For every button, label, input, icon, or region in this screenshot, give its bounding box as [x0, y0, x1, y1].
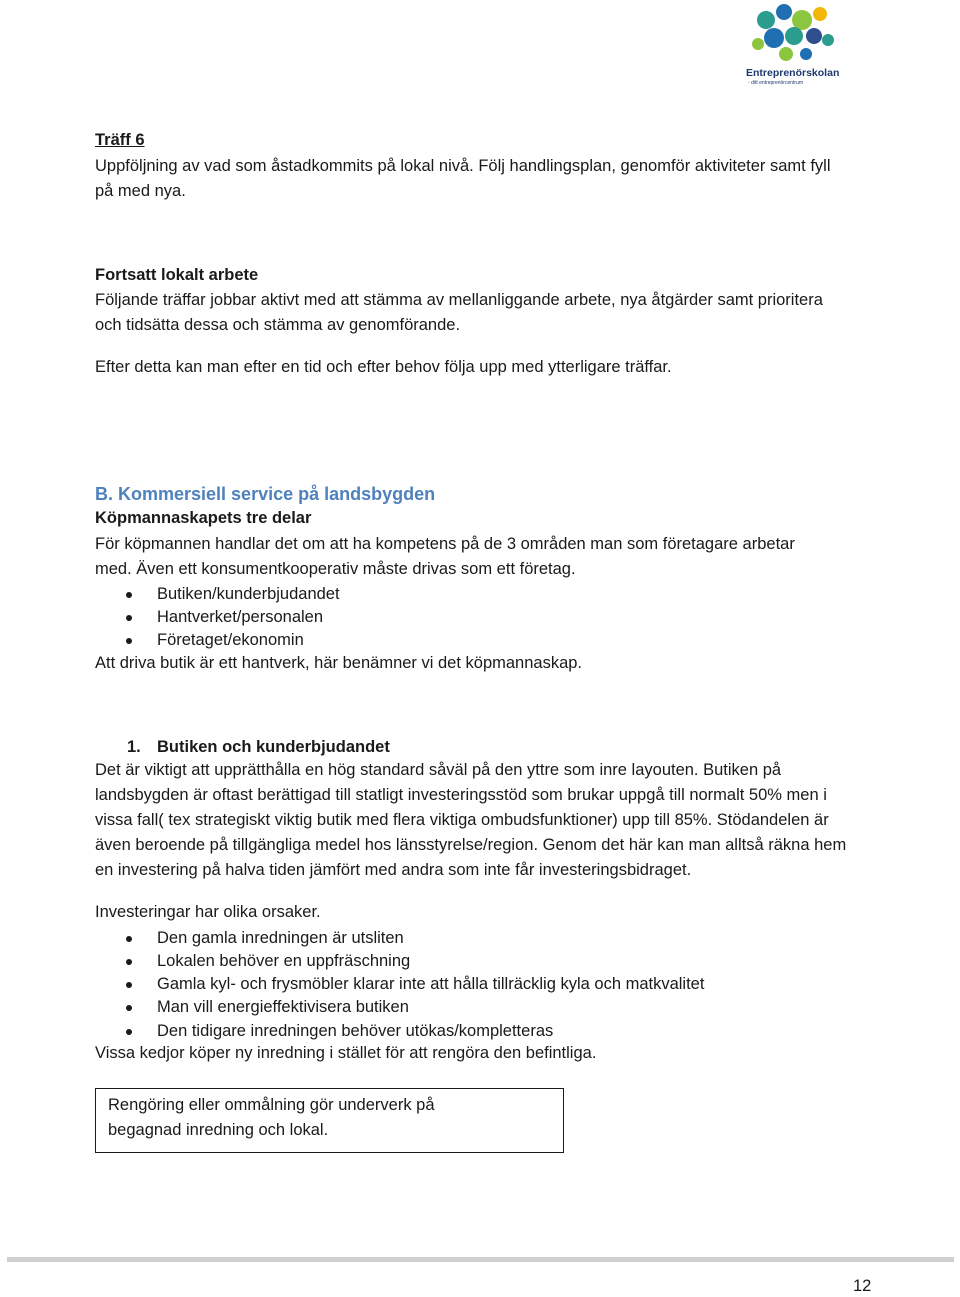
section-1-line-1: Det är viktigt att upprätthålla en hög standard såväl på den yttre som inre layouten. Butiken på [95, 761, 782, 779]
section-1-line-5: en investering på halva tiden jämfört med andra som inte får investeringsbidraget. [95, 861, 692, 879]
logo-tagline: - ditt entreprenörcentrum [748, 80, 804, 86]
section-b-line-1: För köpmannen handlar det om att ha kompetens på de 3 områden man som företagare arbetar [95, 535, 795, 553]
section-1-heading: Butiken och kunderbjudandet [157, 738, 390, 756]
list-item: Den gamla inredningen är utsliten [157, 929, 404, 947]
logo-name: Entreprenörskolan [746, 67, 840, 79]
bullet-icon [126, 592, 132, 598]
list-item: Lokalen behöver en uppfräschning [157, 952, 411, 970]
fortsatt-line-2: och tidsätta dessa och stämma av genomförande. [95, 316, 461, 334]
section-1-line-4: även beroende på tillgängliga medel hos länsstyrelse/region. Genom det här kan man alltså räkna hem [95, 836, 847, 854]
section-1-intro: Investeringar har olika orsaker. [95, 903, 321, 921]
list-item: Butiken/kunderbjudandet [157, 585, 340, 603]
bullet-icon [126, 936, 132, 942]
bullet-icon [126, 982, 132, 988]
fortsatt-heading: Fortsatt lokalt arbete [95, 266, 259, 284]
section-1-line-2: landsbygden är oftast berättigad till statligt investeringsstöd som brukar uppgå till normalt 50% men i [95, 786, 827, 804]
section-1-closing: Vissa kedjor köper ny inredning i stället för att rengöra den befintliga. [95, 1044, 597, 1062]
section-1-number: 1. [127, 738, 141, 756]
section-b-line-2: med. Även ett konsumentkooperativ måste drivas som ett företag. [95, 560, 576, 578]
section-b-title: B. Kommersiell service på landsbygden [95, 484, 436, 504]
traff6-line-2: på med nya. [95, 182, 186, 200]
section-b-closing: Att driva butik är ett hantverk, här benämner vi det köpmannaskap. [95, 654, 583, 672]
fortsatt-line-3: Efter detta kan man efter en tid och efter behov följa upp med ytterligare träffar. [95, 358, 672, 376]
bullet-icon [126, 959, 132, 965]
section-1-line-3: vissa fall( tex strategiskt viktig butik med flera viktiga ombudsfunktioner) upp till 85%. Stödandelen är [95, 811, 829, 829]
traff6-line-1: Uppföljning av vad som åstadkommits på lokal nivå. Följ handlingsplan, genomför aktiviteter samt fyll [95, 157, 831, 175]
bullet-icon [126, 638, 132, 644]
list-item: Den tidigare inredningen behöver utökas/kompletteras [157, 1022, 554, 1040]
list-item: Man vill energieffektivisera butiken [157, 998, 409, 1016]
list-item: Företaget/ekonomin [157, 631, 304, 649]
bullet-icon [126, 615, 132, 621]
section-b-subheading: Köpmannaskapets tre delar [95, 509, 312, 527]
bullet-icon [126, 1005, 132, 1011]
bullet-icon [126, 1029, 132, 1035]
footer-divider [7, 1257, 954, 1262]
logo [740, 0, 844, 88]
callout-line-1: Rengöring eller ommålning gör underverk på [108, 1096, 435, 1114]
page-number: 12 [853, 1277, 872, 1295]
fortsatt-line-1: Följande träffar jobbar aktivt med att stämma av mellanliggande arbete, nya åtgärder samt prioritera [95, 291, 823, 309]
list-item: Gamla kyl- och frysmöbler klarar inte att hålla tillräcklig kyla och matkvalitet [157, 975, 705, 993]
traff6-heading: Träff 6 [95, 131, 145, 149]
callout-line-2: begagnad inredning och lokal. [108, 1121, 329, 1139]
list-item: Hantverket/personalen [157, 608, 324, 626]
logo-emblem-icon [744, 0, 842, 66]
